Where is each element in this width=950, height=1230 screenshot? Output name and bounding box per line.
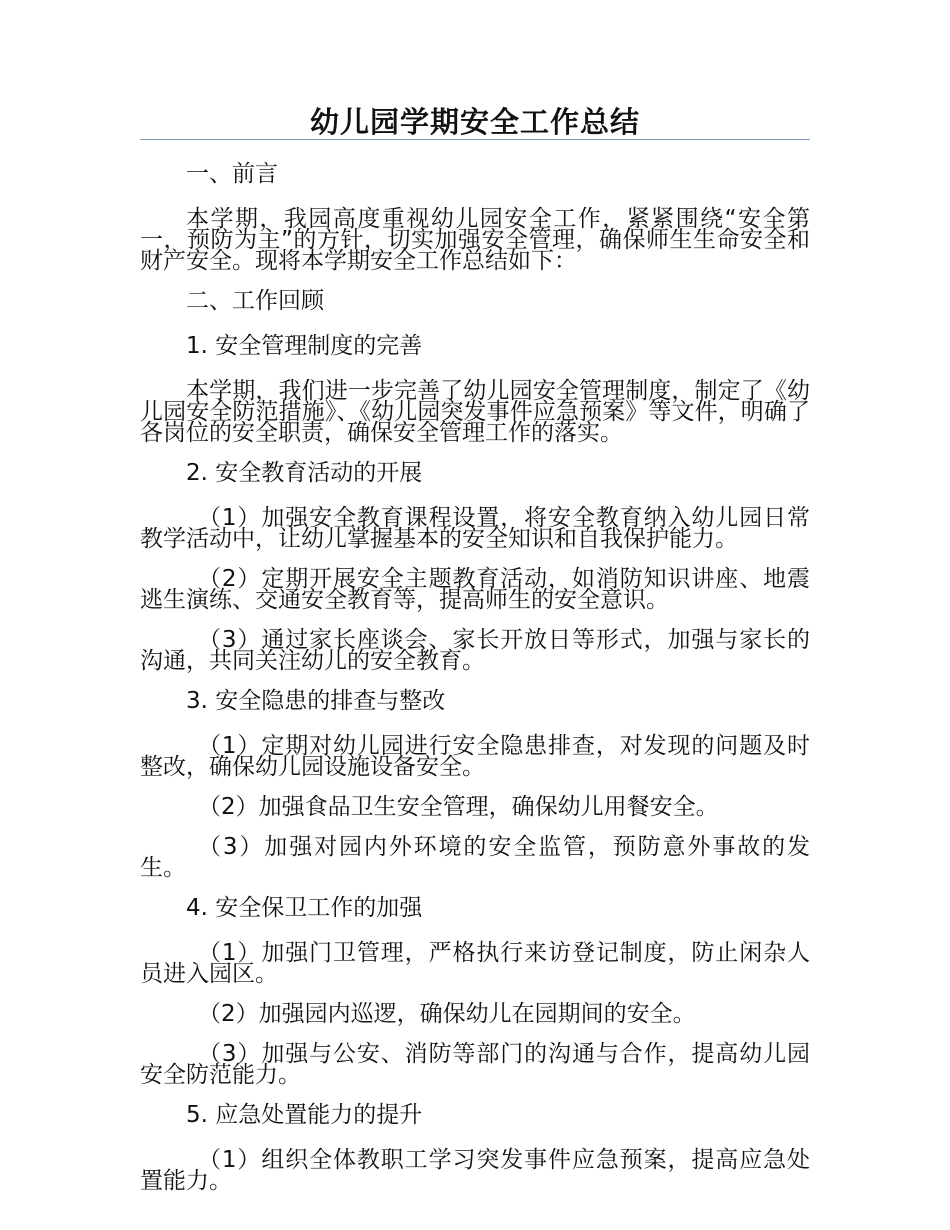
list-item: （1）定期对幼儿园进行安全隐患排查，对发现的问题及时整改，确保幼儿园设施设备安全。 xyxy=(140,733,810,780)
list-item: （3）加强与公安、消防等部门的沟通与合作，提高幼儿园安全防范能力。 xyxy=(140,1041,810,1088)
section-heading-review: 二、工作回顾 xyxy=(186,288,324,314)
list-item: （1）加强安全教育课程设置，将安全教育纳入幼儿园日常教学活动中，让幼儿掌握基本的安全知识和自我保护能力。 xyxy=(140,505,810,552)
subsection-heading: 1. 安全管理制度的完善 xyxy=(186,333,423,359)
list-item: （2）加强园内巡逻，确保幼儿在园期间的安全。 xyxy=(198,1001,696,1027)
list-item: （1）加强门卫管理，严格执行来访登记制度，防止闲杂人员进入园区。 xyxy=(140,940,810,987)
section-heading-preface: 一、前言 xyxy=(186,161,278,187)
list-item: （2）定期开展安全主题教育活动，如消防知识讲座、地震逃生演练、交通安全教育等，提高师生的安全意识。 xyxy=(140,566,810,613)
title-underline xyxy=(140,139,810,140)
list-item: （2）加强食品卫生安全管理，确保幼儿用餐安全。 xyxy=(198,794,719,820)
body-paragraph: 本学期，我们进一步完善了幼儿园安全管理制度，制定了《幼儿园安全防范措施》、《幼儿园突发事件应急预案》等文件，明确了各岗位的安全职责，确保安全管理工作的落实。 xyxy=(140,378,810,446)
subsection-heading: 5. 应急处置能力的提升 xyxy=(186,1102,423,1128)
list-item: （3）加强对园内外环境的安全监管，预防意外事故的发生。 xyxy=(140,834,810,881)
subsection-heading: 2. 安全教育活动的开展 xyxy=(186,460,423,486)
subsection-heading: 4. 安全保卫工作的加强 xyxy=(186,895,423,921)
list-item: （3）通过家长座谈会、家长开放日等形式，加强与家长的沟通，共同关注幼儿的安全教育。 xyxy=(140,627,810,674)
list-item: （1）组织全体教职工学习突发事件应急预案，提高应急处置能力。 xyxy=(140,1147,810,1194)
document-body xyxy=(140,156,810,1203)
document-title: 幼儿园学期安全工作总结 xyxy=(309,105,640,139)
body-paragraph: 本学期，我园高度重视幼儿园安全工作，紧紧围绕“安全第一，预防为主”的方针，切实加强安全管理，确保师生生命安全和财产安全。现将本学期安全工作总结如下： xyxy=(140,206,810,274)
subsection-heading: 3. 安全隐患的排查与整改 xyxy=(186,688,446,714)
